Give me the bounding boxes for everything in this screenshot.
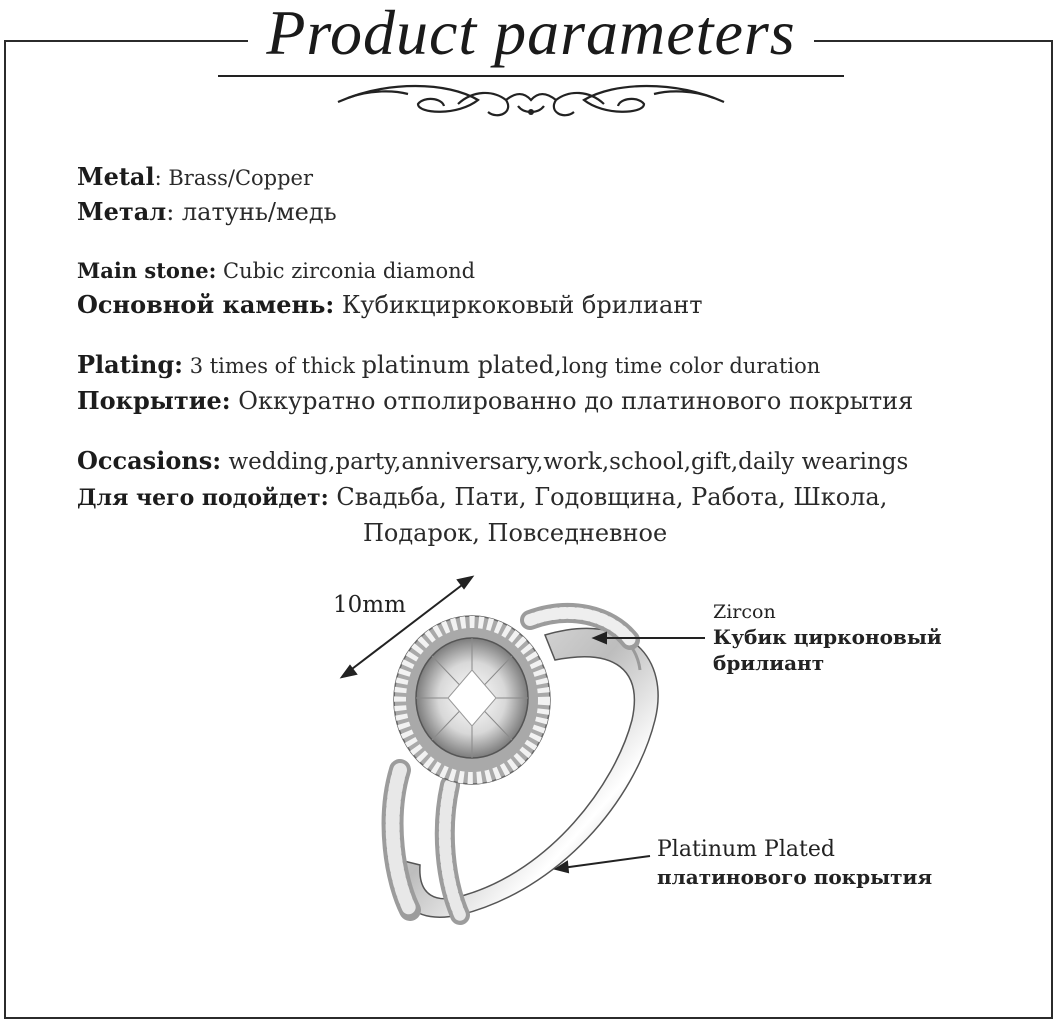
- plating-en-label: Plating:: [77, 350, 184, 379]
- occasions-ru-row: [77, 481, 887, 514]
- occasions-ru-label: Для чего подойдет:: [77, 485, 329, 511]
- occasions-ru-value-1: Свадьба, Пати, Годовщина, Работа, Школа,: [328, 483, 888, 511]
- occasions-ru-value-2: Подарок, Повседневное: [363, 519, 668, 547]
- stone-ru-value: Кубикциркоковый брилиант: [334, 291, 703, 319]
- stone-ru-label: Основной камень:: [77, 290, 335, 319]
- zircon-en-label: Zircon: [713, 601, 776, 623]
- page-title: Product parameters: [266, 0, 796, 68]
- title-rule-left-line: [4, 40, 248, 42]
- plating-en-value-a: 3 times of thick: [183, 354, 362, 378]
- flourish-ornament: [218, 70, 844, 130]
- metal-en-value: : Brass/Copper: [154, 166, 314, 190]
- plating-ru-value: Оккуратно отполированно до платинового покрытия: [230, 387, 914, 415]
- title-rule-right-line: [814, 40, 1053, 42]
- metal-en-label: Metal: [77, 162, 155, 191]
- stone-en-value: Cubic zirconia diamond: [216, 259, 476, 283]
- stone-en-row: [77, 254, 475, 287]
- plating-en-value-c: long time color duration: [561, 354, 821, 378]
- plated-en-label: Platinum Plated: [657, 837, 835, 862]
- plating-ru-row: [77, 385, 913, 417]
- plating-ru-label: Покрытие:: [77, 386, 231, 415]
- plating-en-value-b: platinum plated,: [361, 351, 562, 379]
- size-label: 10mm: [333, 592, 406, 618]
- plating-en-row: [77, 349, 820, 382]
- metal-ru-label: Метал: [77, 197, 167, 226]
- stone-en-label: Main stone:: [77, 258, 217, 283]
- metal-en-row: [77, 161, 313, 194]
- zircon-ru-label-1: Кубик цирконовый: [713, 625, 942, 649]
- occasions-en-value: wedding,party,anniversary,work,school,gift,daily wearings: [221, 449, 909, 475]
- stone-ru-row: [77, 289, 703, 321]
- metal-ru-value: : латунь/медь: [166, 198, 337, 226]
- occasions-en-row: [77, 445, 908, 478]
- title-block: [248, 0, 814, 130]
- occasions-ru-row-2: [363, 517, 667, 549]
- occasions-en-label: Occasions:: [77, 446, 222, 475]
- plated-ru-label: платинового покрытия: [657, 865, 933, 889]
- zircon-ru-label-2: брилиант: [713, 651, 825, 675]
- metal-ru-row: [77, 196, 337, 228]
